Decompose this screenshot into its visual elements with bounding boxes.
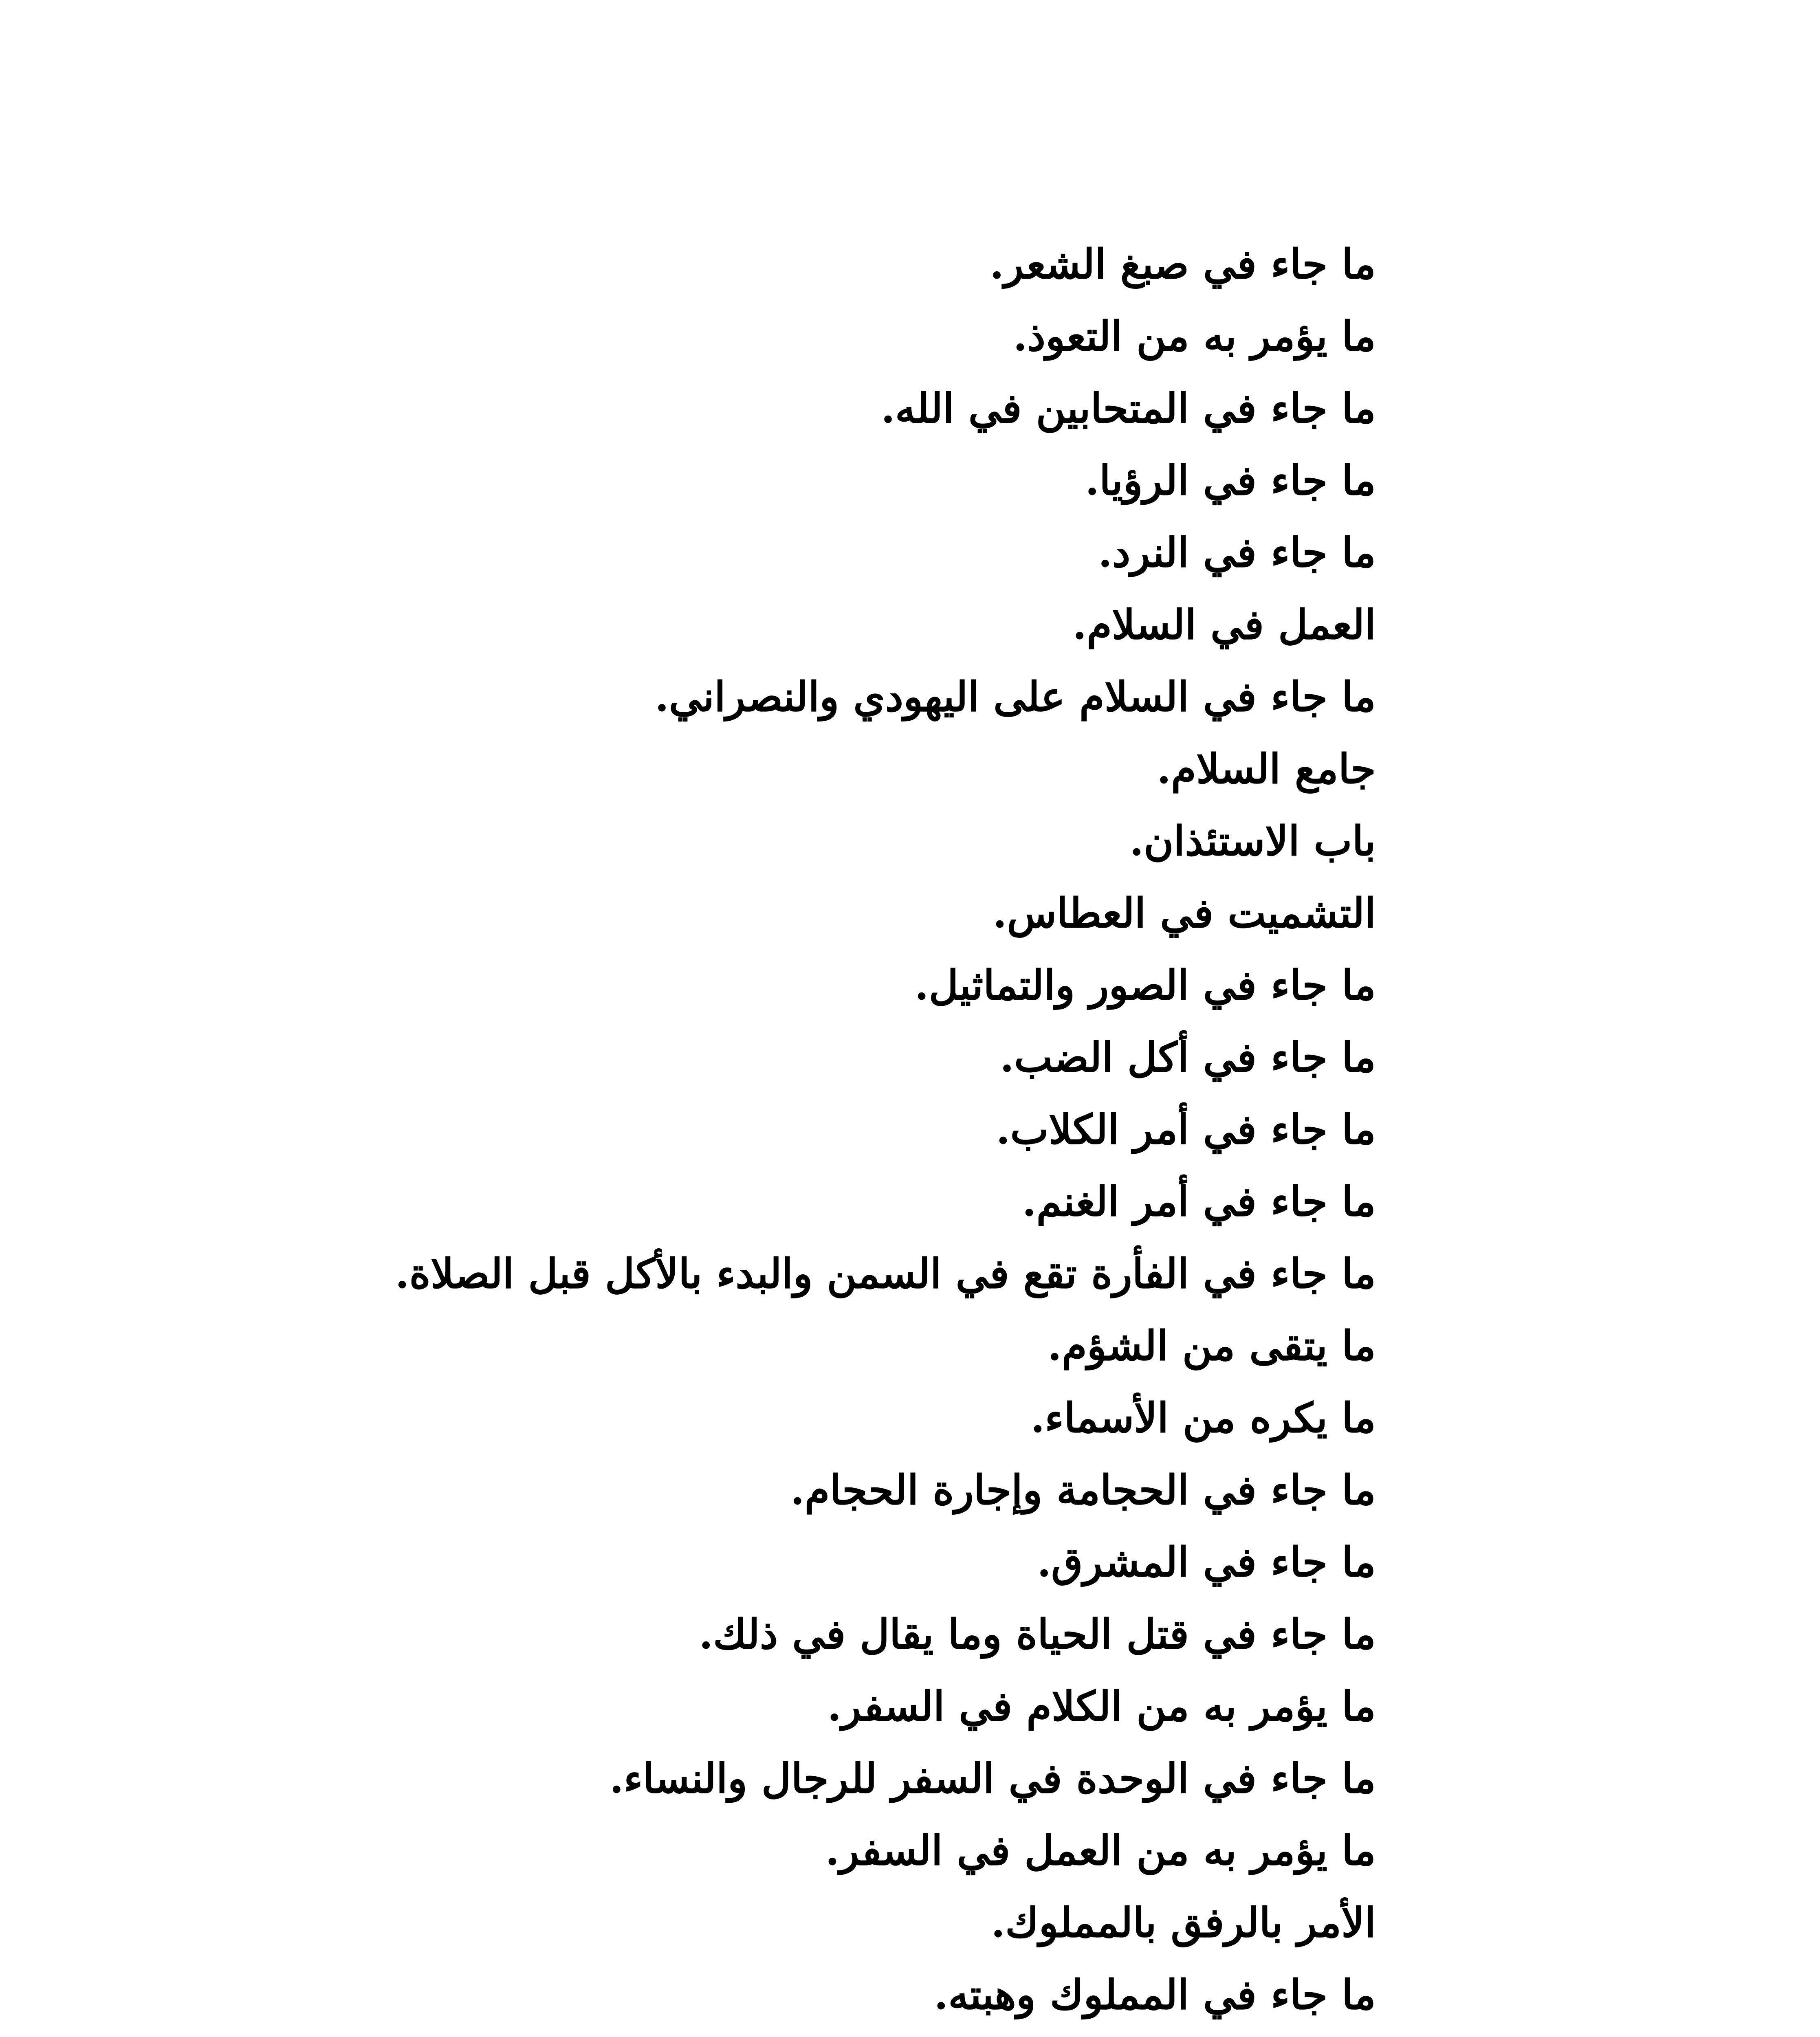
toc-entry: ما يؤمر به من الكلام في السفر.	[827, 1682, 1376, 1730]
toc-entry: ما جاء في النرد.	[1098, 528, 1376, 576]
toc-entry: ما جاء في أمر الغنم.	[1022, 1177, 1376, 1225]
toc-entry: ما جاء في المتحابين في الله.	[881, 384, 1376, 432]
toc-entry: التشميت في العطاس.	[993, 889, 1376, 937]
toc-entry: ما جاء في الفأرة تقع في السمن والبدء بالأكل قبل الصلاة.	[395, 1249, 1376, 1298]
toc-entry: ما جاء في الصور والتماثيل.	[914, 961, 1376, 1009]
toc-entry: ما يؤمر به من التعوذ.	[1013, 312, 1376, 360]
toc-entry: ما يكره من الأسماء.	[1030, 1394, 1376, 1442]
toc-entry: ما جاء في الحجامة وإجارة الحجام.	[790, 1466, 1376, 1514]
toc-entry	[276, 2031, 1376, 2037]
table-of-contents	[276, 228, 1376, 2037]
toc-entry: ما جاء في أمر الكلاب.	[996, 1105, 1376, 1153]
toc-entry: باب الاستئذان.	[1129, 817, 1376, 865]
toc-entry: ما يؤمر به من العمل في السفر.	[825, 1826, 1376, 1874]
toc-entry: ما جاء في صبغ الشعر.	[990, 240, 1376, 288]
toc-entry: ما جاء في أكل الضب.	[1000, 1033, 1376, 1081]
toc-entry: ما يتقى من الشؤم.	[1048, 1322, 1376, 1370]
toc-entry: ما جاء في قتل الحياة وما يقال في ذلك.	[699, 1610, 1376, 1658]
toc-entry: ما جاء في الوحدة في السفر للرجال والنساء.	[609, 1754, 1376, 1802]
toc-entry: ما جاء في المشرق.	[1037, 1538, 1376, 1586]
toc-entry: الأمر بالرفق بالمملوك.	[991, 1898, 1376, 1947]
toc-entry: ما جاء في الرؤيا.	[1085, 456, 1376, 504]
toc-entry: جامع السلام.	[1157, 745, 1376, 793]
toc-entry: العمل في السلام.	[1072, 601, 1376, 649]
toc-entry: ما جاء في المملوك وهبته.	[934, 1971, 1376, 2019]
toc-entry: ما جاء في السلام على اليهودي والنصراني.	[655, 673, 1376, 721]
